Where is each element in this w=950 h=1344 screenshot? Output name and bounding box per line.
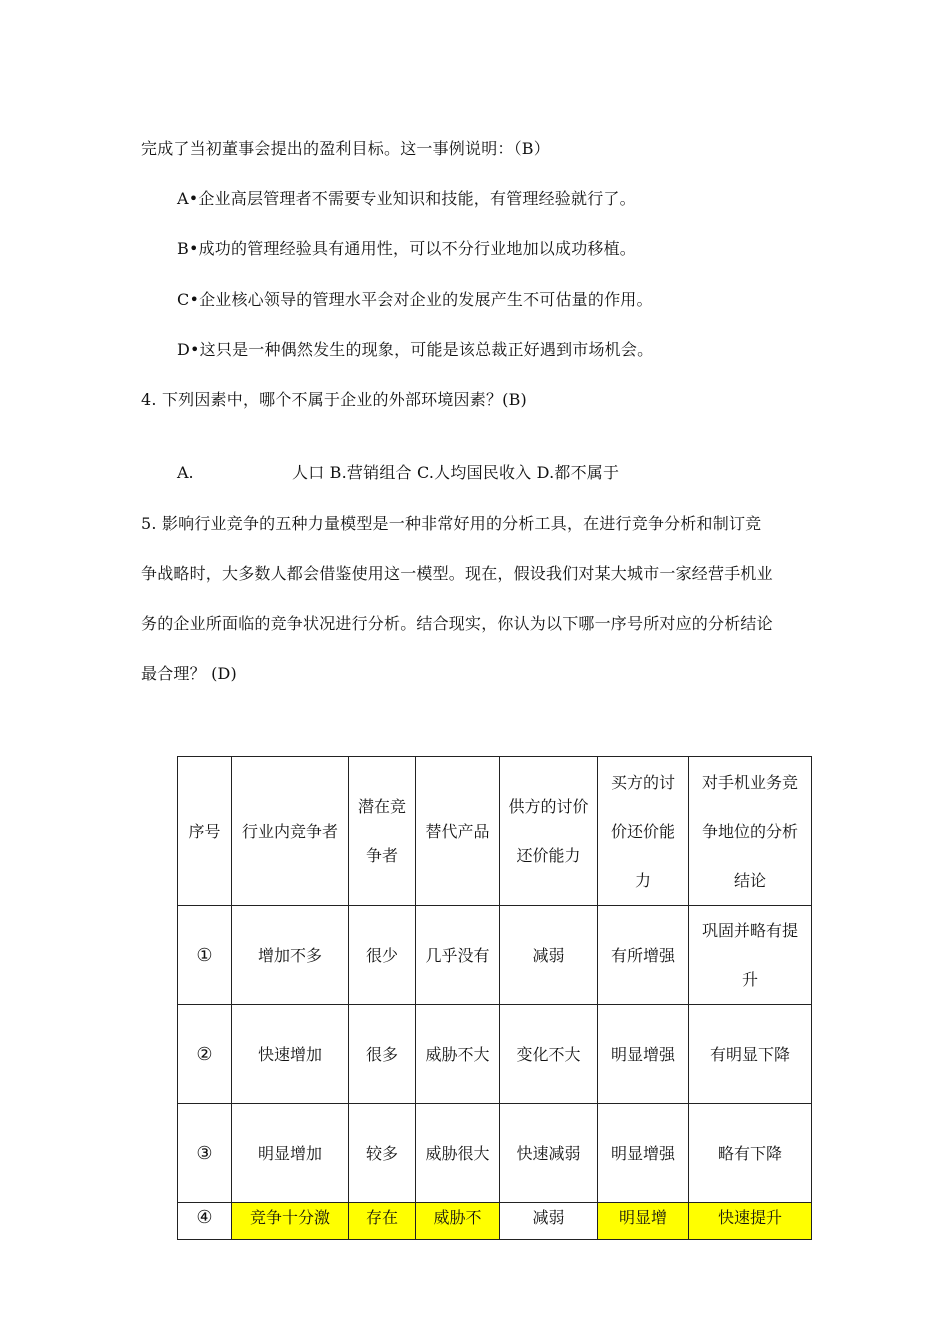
option-b: B•成功的管理经验具有通用性，可以不分行业地加以成功移植。 [177,239,636,258]
table-cell: 威胁不大 [416,1005,500,1104]
table-cell: 快速增加 [232,1005,349,1104]
question-5-line-1: 5. 影响行业竞争的五种力量模型是一种非常好用的分析工具，在进行竞争分析和制订竞 [141,514,762,533]
table-cell: ② [178,1005,232,1104]
question-4-answer-label: A. [177,463,194,482]
table-cell: 有明显下降 [689,1005,812,1104]
table-row [178,1203,812,1240]
question-4-answers: 人口 B.营销组合 C.人均国民收入 D.都不属于 [292,463,620,482]
header-cell: 买方的讨价还价能力 [598,757,689,906]
option-a: A•企业高层管理者不需要专业知识和技能，有管理经验就行了。 [177,189,636,208]
header-cell: 潜在竞争者 [349,757,416,906]
table-cell: 明显增强 [598,1104,689,1203]
table-cell: 有所增强 [598,906,689,1005]
table-cell: 威胁很大 [416,1104,500,1203]
table-cell: ④ [178,1203,232,1240]
table-cell: 明显增加 [232,1104,349,1203]
table-cell-highlighted: 竞争十分激 [232,1203,349,1240]
table-cell-highlighted: 明显增 [598,1203,689,1240]
table-cell: 增加不多 [232,906,349,1005]
table-cell: 巩固并略有提升 [689,906,812,1005]
table-cell-highlighted: 存在 [349,1203,416,1240]
question-5-line-3: 务的企业所面临的竞争状况进行分析。结合现实，你认为以下哪一序号所对应的分析结论 [141,614,773,633]
question-5-line-2: 争战略时，大多数人都会借鉴使用这一模型。现在，假设我们对某大城市一家经营手机业 [141,564,773,583]
header-cell: 替代产品 [416,757,500,906]
table-cell: 几乎没有 [416,906,500,1005]
table-row [178,906,812,1005]
header-cell: 对手机业务竞争地位的分析结论 [689,757,812,906]
table-cell: 很少 [349,906,416,1005]
table-cell-highlighted: 威胁不 [416,1203,500,1240]
header-cell: 行业内竞争者 [232,757,349,906]
table-cell: 减弱 [500,906,598,1005]
table-cell: 很多 [349,1005,416,1104]
option-c: C•企业核心领导的管理水平会对企业的发展产生不可估量的作用。 [177,290,653,309]
table-cell: ① [178,906,232,1005]
table-cell-highlighted: 快速提升 [689,1203,812,1240]
header-cell: 供方的讨价还价能力 [500,757,598,906]
table-row [178,1005,812,1104]
question-4: 4. 下列因素中，哪个不属于企业的外部环境因素？(B) [141,390,527,409]
analysis-table [177,756,812,1240]
header-cell: 序号 [178,757,232,906]
table-cell: 明显增强 [598,1005,689,1104]
table-cell: 较多 [349,1104,416,1203]
table-cell: 减弱 [500,1203,598,1240]
table-cell: 略有下降 [689,1104,812,1203]
option-d: D•这只是一种偶然发生的现象，可能是该总裁正好遇到市场机会。 [177,340,654,359]
table-cell: ③ [178,1104,232,1203]
table-cell: 变化不大 [500,1005,598,1104]
table-header-row [178,757,812,906]
text-line-1: 完成了当初董事会提出的盈利目标。这一事例说明：（B） [141,139,550,158]
table-cell: 快速减弱 [500,1104,598,1203]
table-row [178,1104,812,1203]
question-5-line-4: 最合理？ (D) [141,664,237,683]
